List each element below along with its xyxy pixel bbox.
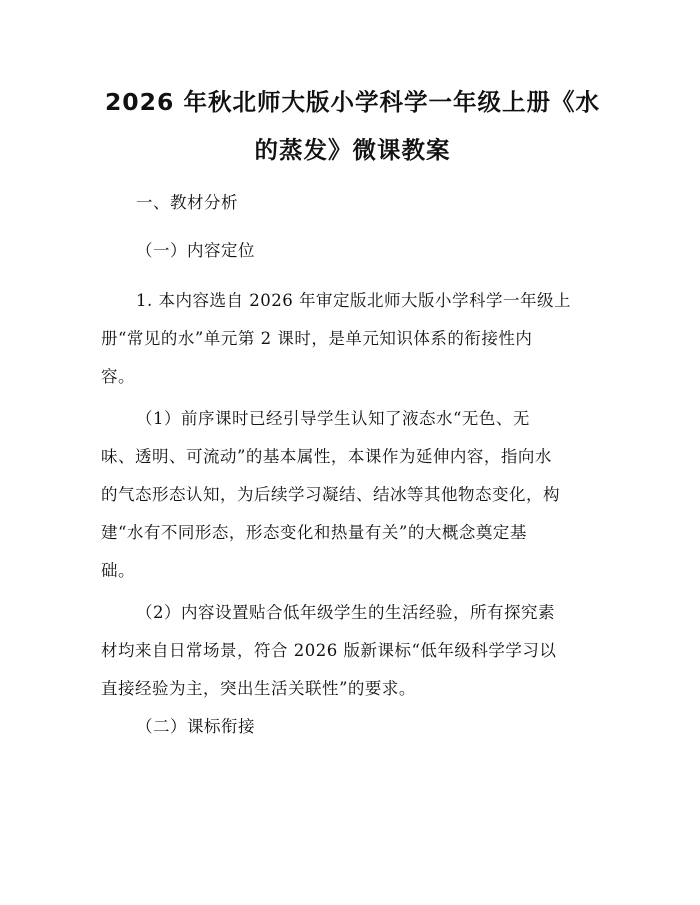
paragraph-point-1 [101, 282, 601, 396]
paragraph-line: 1. 本内容选自 2026 年审定版北师大版小学科学一年级上 [136, 291, 571, 310]
paragraph-point-1-sub-2 [101, 594, 601, 708]
paragraph-line: 容。 [101, 367, 135, 386]
paragraph-line: 味、透明、可流动”的基本属性，本课作为延伸内容，指向水 [101, 447, 552, 466]
title-line-1: 2026 年秋北师大版小学科学一年级上册《水 [104, 88, 601, 116]
section-heading-teaching-material-analysis: 一、教材分析 [136, 193, 238, 212]
paragraph-line: （2）内容设置贴合低年级学生的生活经验，所有探究素 [136, 603, 555, 622]
paragraph-line: 础。 [101, 561, 135, 580]
document-title [95, 78, 610, 174]
title-line-2: 的蒸发》微课教案 [254, 136, 451, 164]
paragraph-line: 建“水有不同形态，形态变化和热量有关”的大概念奠定基 [101, 523, 527, 542]
paragraph-line: 的气态形态认知，为后续学习凝结、结冰等其他物态变化，构 [101, 485, 560, 504]
subsection-heading-content-positioning: （一）内容定位 [136, 241, 255, 260]
paragraph-line: 直接经验为主，突出生活关联性”的要求。 [101, 679, 416, 698]
subsection-heading-curriculum-standard-link: （二）课标衔接 [136, 717, 255, 736]
paragraph-line: （1）前序课时已经引导学生认知了液态水“无色、无 [136, 409, 530, 428]
paragraph-line: 册“常见的水”单元第 2 课时，是单元知识体系的衔接性内 [101, 329, 533, 348]
paragraph-line: 材均来自日常场景，符合 2026 版新课标“低年级科学学习以 [101, 641, 557, 660]
paragraph-point-1-sub-1 [101, 400, 601, 590]
